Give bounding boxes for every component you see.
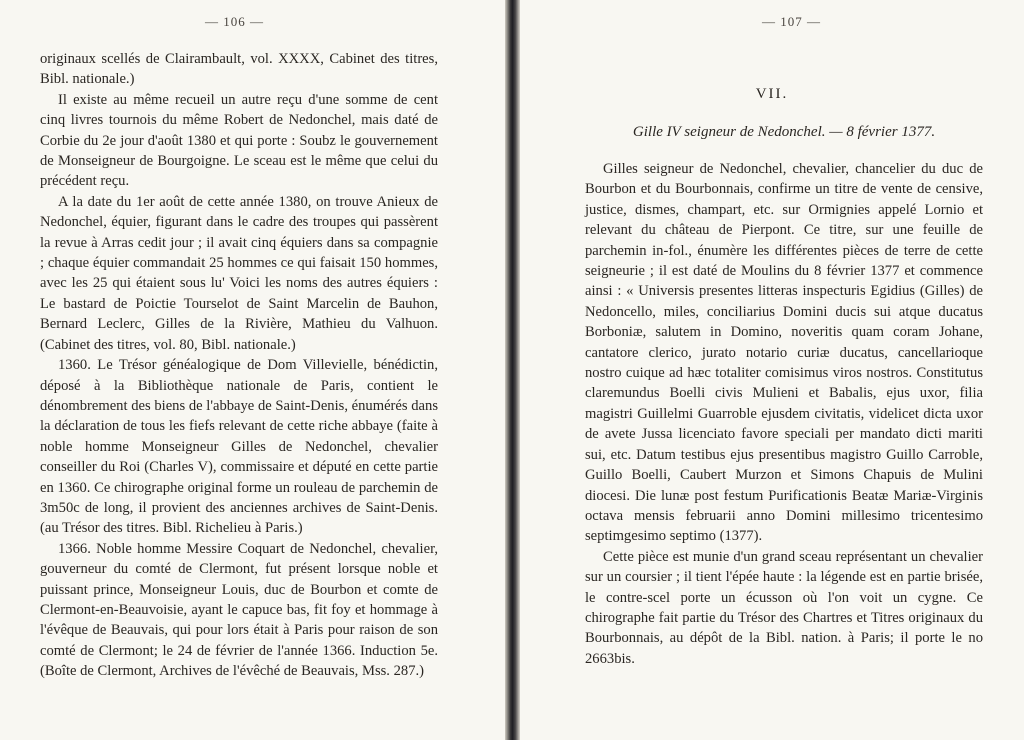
right-page-text [585, 159, 983, 669]
paragraph: A la date du 1er août de cette année 1380, on trouve Anieux de Nedonchel, équier, figurant dans le cadre des troupes qui passèrent la revue à Arras cedit jour ; il avait cinq équiers dans sa compagnie ; chaque équier commandait 25 hommes ce qui faisait 150 hommes, avec les 25 qui étaient sous lu' Voici les noms des autres équiers : Le bastard de Poictie Tourselot de Saint Marcelin de Bauhon, Bernard Leclerc, Gilles de la Rivière, Mathieu du Valhuon. (Cabinet des titres, vol. 80, Bibl. nationale.) [40, 193, 438, 353]
page-number-right: — 107 — [762, 14, 821, 29]
paragraph: 1366. Noble homme Messire Coquart de Nedonchel, chevalier, gouverneur du comté de Clermont, fut présent lorsque noble et puissant prince, Monseigneur Louis, duc de Bourbon et comte de Clermont-en-Beauvoisie, ayant le capuce bas, fit foy et hommage à l'évêque de Beauvais, qui pour lors était à Paris pour raison de son comté de Clermont; le 24 de février de l'année 1366. Induction 5e. (Boîte de Clermont, Archives de l'évêché de Beauvais, Mss. 287.) [40, 540, 438, 680]
right-page [520, 0, 1024, 740]
left-page [0, 0, 505, 740]
paragraph: Il existe au même recueil un autre reçu d'une somme de cent cinq livres tournois du même Robert de Nedonchel, mais daté de Corbie du 2e jour d'août 1380 et qui porte : Soubz le gouvernement de Monseigneur de Bourgoigne. Le sceau est le même que celui du précédent reçu. [40, 91, 438, 190]
chapter-heading: VII. [755, 86, 789, 102]
chapter-subtitle: Gille IV seigneur de Nedonchel. — 8 février 1377. [632, 124, 936, 140]
paragraph: Gilles seigneur de Nedonchel, chevalier, chancelier du duc de Bourbon et du Bourbonnais, confirme un titre de vente de censive, justice, dismes, champart, etc. sur Ormignies appelé Lornio et relevant du château de Pierpont. Ce titre, sur une feuille de parchemin in-fol., énumère les différentes pièces de terre de cette seigneurie ; il est daté de Moulins du 8 février 1377 et commence ainsi : « Universis presentes litteras inspecturis Egidius (Gilles) de Nedoncello, miles, conciliarius Domini ducis sui atque ducatus Borboniæ, salutem in Domino, noveritis quam coram Johane, cantatore clerico, jurato notario curiæ ducatus, cancellarioque nostro cuique ad hæc totaliter comisimus viros nostros. Constitutus claremundus Boelli civis Mulieni et Babalis, ejus uxor, filia magistri Guillelmi Guarroble ejusdem civitatis, videlicet dicta uxor de avete Jussa licenciato favore speciali per mandato dicti mariti sui, etc. Datum testibus ejus presentibus magistro Guillo Carroble, Guillo Boelli, Caubert Murzon et Simons Chapuis de Mulini diocesi. Die lunæ post festum Purificationis Beatæ Mariæ-Virginis octava mensis februarii anno Domini millesimo tricentesimo septimgesimo septimo (1377). [585, 161, 983, 545]
book-gutter [505, 0, 520, 740]
left-page-text [40, 49, 438, 682]
paragraph: 1360. Le Trésor généalogique de Dom Villevielle, bénédictin, déposé à la Bibliothèque nationale de Paris, contient le dénombrement des biens de l'abbaye de Saint-Denis, énumérés dans la déclaration de tous les fiefs relevant de cette riche abbaye (faite à noble homme Monseigneur Gilles de Nedonchel, chevalier conseiller du Roi (Charles V), commissaire et député en cette partie en 1360. Ce chirographe original forme un rouleau de parchemin de 3m50c de long, il provient des anciennes archives de Saint-Denis. (au Trésor des titres. Bibl. Richelieu à Paris.) [40, 357, 438, 537]
paragraph: Cette pièce est munie d'un grand sceau représentant un chevalier sur un coursier ; il tient l'épée haute : la légende est en partie brisée, le contre-scel porte un écusson où l'on voit un cygne. Ce chirographe fait partie du Trésor des Chartres et Titres originaux du Bourbonnais, au dépôt de la Bibl. nation. à Paris; il porte le no 2663bis. [585, 548, 983, 667]
paragraph: originaux scellés de Clairambault, vol. XXXX, Cabinet des titres, Bibl. nationale.) [40, 51, 438, 88]
page-number-left: — 106 — [205, 14, 264, 29]
